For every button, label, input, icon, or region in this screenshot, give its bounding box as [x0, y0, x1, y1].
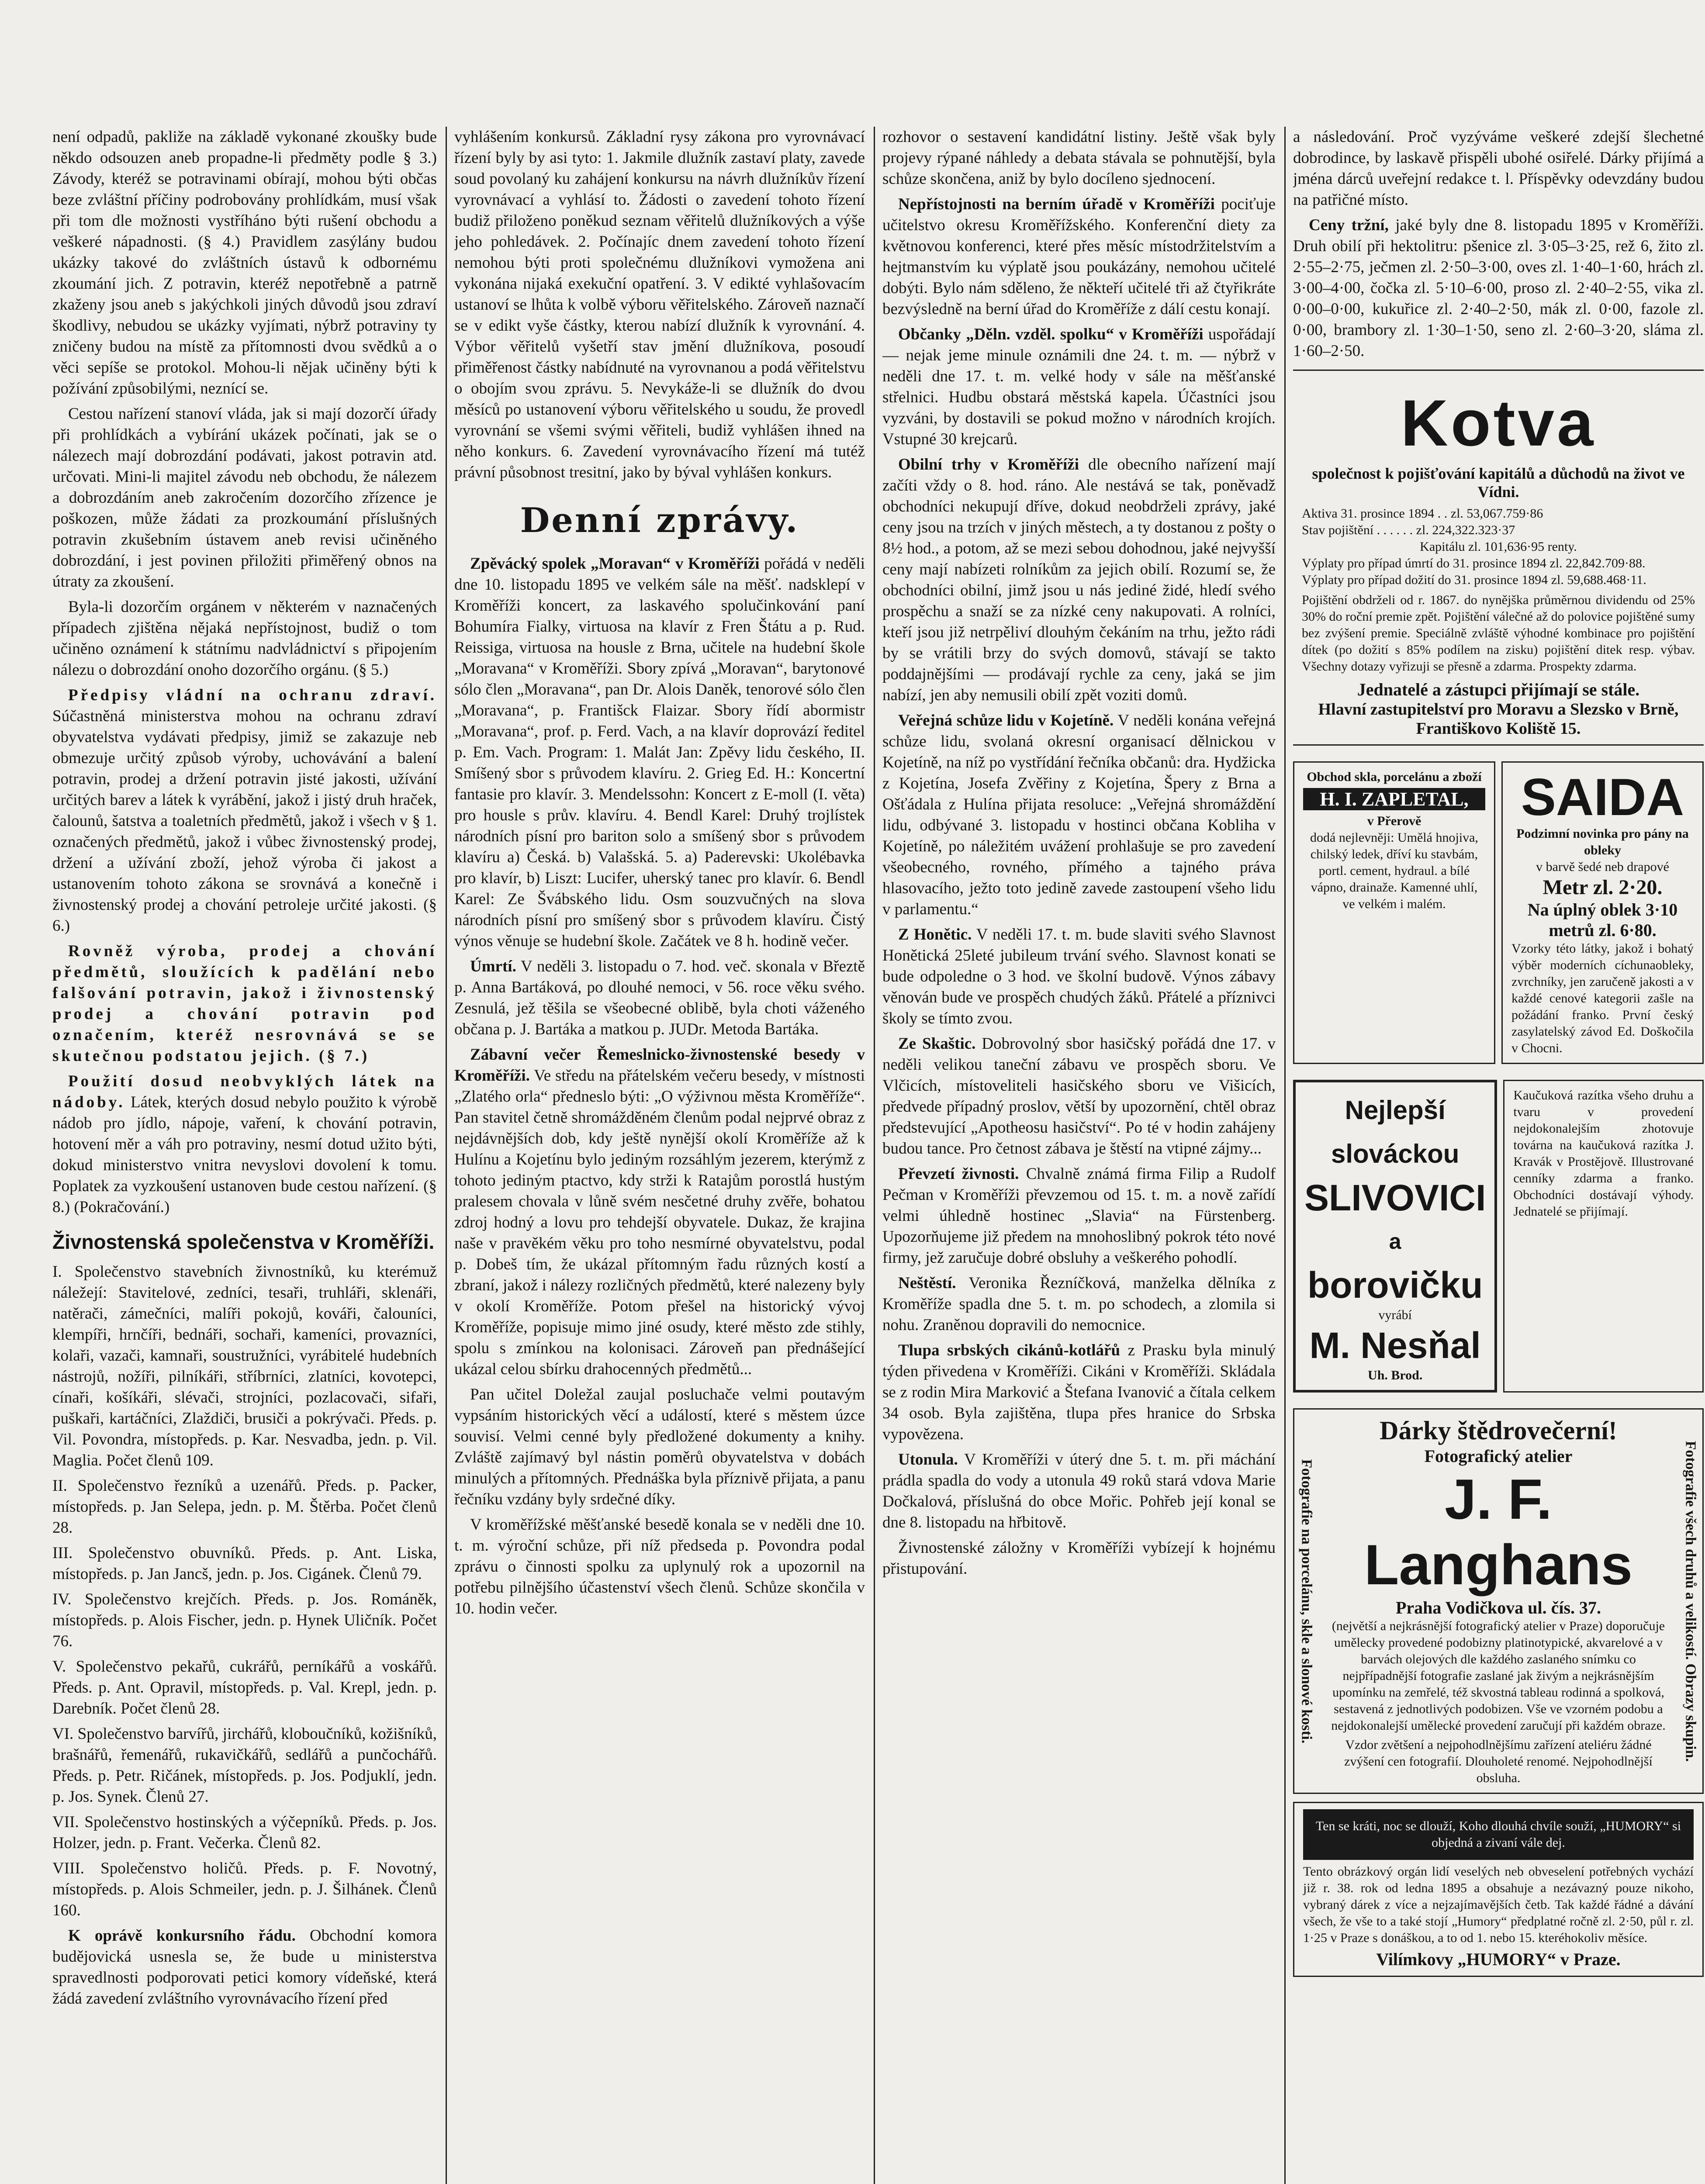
slivovice-city: Uh. Brod.	[1368, 1368, 1423, 1382]
paragraph-heading: Použití dosud neobvyklých látek na nádoby.	[52, 1072, 437, 1111]
news-text: V neděli 3. listopadu o 7. hod. več. skonala v Březtě p. Anna Bartáková, po dlouhé nemoci, v 56. roce věku svého. Zesnulá, jež těšila se všeobecné oblibě, byla choti váženého občana p. J. Bartáka a matkou p. JUDr. Metoda Bartáka.	[454, 957, 865, 1038]
news-heading: Ceny tržní,	[1309, 216, 1389, 234]
column-1	[52, 127, 437, 2184]
zapletal-name: H. I. ZAPLETAL,	[1303, 788, 1485, 810]
column-rule	[874, 127, 875, 2184]
slivovice-line: SLIVOVICI	[1304, 1177, 1486, 1218]
column-2	[454, 127, 865, 2184]
guild-entry: VII. Společenstvo hostinských a výčepníků. Předs. p. Jos. Holzer, jedn. p. Frant. Večerka. Členů 82.	[52, 1813, 437, 1852]
side-text-right	[1678, 1410, 1702, 1793]
langhans-name: J. F. Langhans	[1364, 1467, 1632, 1597]
news-text: V neděli konána veřejná schůze lidu, svolaná okresní organisací dělnickou v Kojetíně, na níž po vystřídání řečníka občanů: dra. Hydžicka z Kojetína, Josefa Zvěřiny z Kojetína, Špery z Brna a Ošťádala z Hulína přijata resoluce: „Veřejná shromáždění lidu, odbývané 3. listopadu v hostinci občana Kobliha v Kojetíně, po náležitém uvážení prohlašuje se pro zavedení všeobecného, rovného, přímého a tajného práva hlasovacího, ježto toto jedině zavede zastoupení všeho lidu v parlamentu.“	[882, 712, 1276, 918]
langhans-body: (největší a nejkrásnější fotografický atelier v Praze) doporučuje umělecky provedené podobizny platinotypické, akvarelové a v barvách olejových dle každého zaslaného snímku co nejpřípadnější fotografie zaslané jak živým a nejkrásnějším upomínku na zemřelé, též skvostná tableau rodinná a spolková, sestavená z jednotlivých podobizen. Vše ve vzorném podobu a nejdokonalejší umělecké provedení zaručují při každém obraze.	[1331, 1619, 1666, 1733]
side-text: Fotografie všech druhů a velikostí. Obrazy skupin.	[1682, 1441, 1698, 1762]
saida-price: Metr zl. 2·20.	[1542, 876, 1663, 899]
column-4-ads	[1293, 127, 1704, 2184]
langhans-ad	[1293, 1408, 1704, 1794]
saida-colors: v barvě šedé neb drapové	[1536, 860, 1669, 874]
news-heading: Tlupa srbských cikánů-kotlářů	[898, 1341, 1121, 1359]
news-text: pociťuje učitelstvo okresu Kroměřížského. Konferenční diety za květnovou konferenci, které přes měsíc místodržitelstvím a hejtmanstvím ku výplatě jsou poukázány, nemohou učitelé dobýti. Bylo nám sděleno, že někteří učitelé tři až čtyřikráte bezvýsledně na berní úřad do Kroměříže z dálí cestu konají.	[882, 195, 1276, 318]
slivovice-line: borovičku	[1307, 1265, 1483, 1306]
kotva-row: Kapitálu zl. 101,636·95 renty.	[1420, 539, 1577, 554]
news-heading: Z Honětic.	[898, 926, 972, 943]
newspaper-page	[52, 127, 1704, 2184]
guild-entry: II. Společenstvo řezníků a uzenářů. Předs. p. Packer, místopředs. p. Jan Selepa, jedn. p. M. Štěrba. Počet členů 28.	[52, 1477, 437, 1537]
slivovice-line: a	[1389, 1229, 1401, 1254]
news-heading: Zábavní večer Řemeslnicko-živnostenské besedy v Kroměříži.	[454, 1046, 865, 1085]
kotva-ad	[1293, 370, 1704, 746]
ad-row	[1293, 1072, 1704, 1400]
kotva-logo: Kotva	[1401, 386, 1596, 460]
column-rule	[1284, 127, 1286, 2184]
zapletal-body: dodá nejlevněji: Umělá hnojiva, chilský ledek, dříví ku stavbám, portl. cement, hydraul. a bílé vápno, drainaže. Kamenné uhlí, ve velkém i malém.	[1310, 830, 1478, 911]
section-heading: Živnostenská společenstva v Kroměříži.	[52, 1230, 435, 1253]
slivovice-maker: M. Nesňal	[1309, 1325, 1481, 1366]
news-text: z Prasku byla minulý týden přivedena v Kroměříži. Cikáni v Kroměříži. Skládala se z rodin Mira Marković a Štefana Ivanović a čítala celkem 34 osob. Byla zajištěna, tlupa přes hranice do Srbska vypovězena.	[882, 1341, 1276, 1443]
kotva-agents: Jednatelé a zástupci přijímají se stále.	[1357, 680, 1640, 699]
ad-row	[1293, 753, 1704, 1072]
langhans-address: Praha Vodičkova ul. čís. 37.	[1395, 1598, 1601, 1617]
guild-entry: V. Společenstvo pekařů, cukrářů, perníkářů a voskářů. Předs. p. Ant. Opravil, místopředs. p. Val. Krepl, jedn. p. Darebník. Počet členů 28.	[52, 1658, 437, 1717]
news-heading: Převzetí živnosti.	[898, 1165, 1019, 1183]
paragraph-heading: Rovněž výroba, prodej a chování předmětů, sloužících k padělání nebo falšování potravin, jakož i živnostenský prodej a chování potravin pod označením, kteréž nesrovnává se se skutečnou podstatou jejich. (§ 7.)	[52, 942, 437, 1065]
column-3	[882, 127, 1276, 2184]
article-text: není odpadů, pakliže na základě vykonané zkoušky bude někdo odsouzen aneb propadne-li předměty podle § 3.) Závody, kteréž se potravinami obírají, mohou býti občas beze zvláštní příčiny podrobovány prohlídkám, musí však při tom dle možnosti vystříháno býti rušení obchodu a veškeré nápadnosti. (§ 4.) Pravidlem zasýlány budou ukázky takové do zvláštních ústavů k odbornému zkoumání jich. Z potravin, kteréž nepotřebně a patrně zkaženy jsou aneb s jakýchkoli jiných důvodů jsou zdraví škodlivy, nebudou se ukázky vyjímati, nýbrž potraviny ty zničeny budou na místě za přítomnosti dvou svědků a o věci sepíše se protokol. Mohou-li nějak učiněny býti k požívání způsobilými, neznící se.	[52, 128, 437, 397]
langhans-headline: Dárky štědrovečerní!	[1380, 1416, 1617, 1445]
news-text: pořádá v neděli dne 10. listopadu 1895 ve velkém sále na měšť. nadsklepí v Kroměříži koncert, za laskavého spolučinkování paní Bohumíra Fialky, virtuosa na klavír z Fren Štátu a p. Rud. Reissiga, virtuosa na housle z Brna, učitele na hudební škole „Moravana“ v Kroměříži. Sbory zpívá „Moravan“, barytonové sólo člen „Moravana“, pan Dr. Alois Daněk, tenorové sólo člen „Moravana“, p. Františck Flaizar. Sbory řídí abormistr „Moravana“, prof. p. Ferd. Vach, a na klavír doprovází ředitel p. Em. Vach. Program: 1. Malát Jan: Zpěvy lidu českého, II. Smíšený sbor s průvodem klavíru. 2. Grieg Ed. H.: Koncertní fantasie pro klavír. 3. Mendelssohn: Koncert z E-moll (I. věta) pro housle s prův. klavíru. 4. Bendl Karel: Druhý trojlístek národních písní pro bariton solo a smíšený sbor s průvodem klavíru a) Česká. b) Valašská. 5. a) Paderevski: Ukolébavka pro klavír, b) Liszt: Lucifer, uherský tanec pro klavír. 6. Bendl Karel: Ze Švábského lidu. Osm souzvučných na slova národních písní pro smíšený sbor s průvodem klavíru. Čistý výnos věnuje se hudební škole. Začátek ve 8 h. hodině večer.	[454, 555, 865, 950]
news-text: Veronika Řezníčková, manželka dělníka z Kroměříže spadla dne 5. t. m. po schodech, a zlomila si nohu. Zraněnou dopravili do nemocnice.	[882, 1274, 1276, 1334]
news-heading: Občanky „Děln. vzděl. spolku“ v Kroměříži	[898, 325, 1204, 343]
zapletal-city: v Přerově	[1367, 814, 1421, 828]
news-heading: Ze Skaštic.	[898, 1035, 976, 1053]
news-text: V Kroměříži v úterý dne 5. t. m. při máchání prádla spadla do vody a utonula 49 roků stará vdova Marie Dočkalová, příslušná do obce Mořic. Pohřeb její konal se dne 8. listopadu na hřbitově.	[882, 1451, 1276, 1531]
saida-ad	[1501, 761, 1704, 1064]
kotva-row: Výplaty pro případ dožití do 31. prosince 1894 zl. 59,688.468·11.	[1302, 573, 1646, 587]
news-text: uspořádají — nejak jeme minule oznámili dne 24. t. m. — nýbrž v neděli dne 17. t. m. velké hody v sále na měšťanské střelnici. Hudbu obstará městská kapela. Účastníci jsou vyzváni, by dostavili se pokud možno v národních krojích. Vstupné 30 krejcarů.	[882, 325, 1276, 448]
section-title: Denní zprávy.	[520, 501, 799, 540]
humory-ad	[1293, 1802, 1704, 1977]
kotva-row: Aktiva 31. prosince 1894 . . zl. 53,067.759·86	[1302, 506, 1543, 521]
razitka-ad	[1503, 1080, 1704, 1393]
continuation-note: (Pokračování.)	[74, 1198, 170, 1216]
column-rule	[446, 127, 447, 2184]
humory-banner: Ten se kráti, noc se dlouží, Koho dlouhá chvíle souží, „HUMORY“ si objedná a zivaní vále dej.	[1303, 1809, 1694, 1860]
news-text: rozhovor o sestavení kandidátní listiny. Ještě však byly projevy rýpané náhledy a debata stávala se pohnutější, byla schůze skončena, aniž by bylo docíleno sjednocení.	[882, 128, 1276, 188]
slivovice-line: Nejlepší	[1345, 1095, 1446, 1125]
news-heading: Neštěstí.	[898, 1274, 956, 1292]
guild-entry: I. Společenstvo stavebních živnostníků, ku kterémuž náležejí: Stavitelové, zedníci, tesaři, truhláři, sklenáři, natěrači, zámečníci, malíři pokojů, kováři, čalouníci, klempíři, hrnčíři, bednáři, sochaři, kameníci, provazníci, kolaři, vazači, kamnaři, soustružníci, vyrábitelé hudebních nástrojů, nožíři, pilníkáři, stříbrníci, zlatníci, kovotepci, cínaři, košíkáři, slévači, strojníci, pozlacovači, sifaři, puškaři, kartáčníci, Zlaždiči, brusiči a pokrývači. Předs. p. Vil. Povondra, místopředs. p. Kar. Nesvadba, jedn. p. Vil. Maglia. Počet členů 109.	[52, 1263, 437, 1469]
kotva-office: Hlavní zastupitelství pro Moravu a Slezsko v Brně, Františkovo Koliště 15.	[1318, 700, 1679, 738]
news-heading: Zpěvácký spolek „Moravan“ v Kroměříži	[470, 555, 760, 573]
kotva-row: Stav pojištění . . . . . . zl. 224,322.323·37	[1302, 523, 1515, 537]
news-heading: Nepřístojnosti na berním úřadě v Kroměříži	[898, 195, 1215, 213]
article-text: Látek, kterých dosud nebylo použito k výrobě nádob pro jídlo, nápoje, vaření, k chování potravin, hotovení měr a váh pro potraviny, nesmí dotud užito býti, dokud ministerstvo vnitra nevyslovi dovolení k tomu. Poplatek za vyzkoušení ustanoven bude cestou nařízení. (§ 8.)	[52, 1093, 437, 1216]
kotva-row: Výplaty pro případ úmrtí do 31. prosince 1894 zl. 22,842.709·88.	[1302, 556, 1646, 570]
saida-subtitle: Podzimní novinka pro pány na obleky	[1516, 826, 1689, 857]
paragraph-heading: Předpisy vládní na ochranu zdraví.	[68, 686, 437, 704]
news-heading: Obilní trhy v Kroměříži	[898, 456, 1079, 473]
news-text: Dobrovolný sbor hasičský pořádá dne 17. v neděli velikou taneční zábavu ve prospěch sboru. Ve Vlčicích, místoveliteli hasičského sboru ve Višicích, předvede případný proslov, větší by upozornění, chtěl obraz předstevující „Apotheosu hasičství“. Po té v hodin zahájeny budou tance. Pro četnost zábava je štěstí na vtipné zájmy...	[882, 1035, 1276, 1158]
news-text: a následování. Proč vyzýváme veškeré zdejší šlechetné dobrodince, by laskavě přispěli ubohé osiřelé. Dárky přijímá a jména dárců uveřejní redakce t. l. Příspěvky odevzdány budou na patřičné místo.	[1293, 128, 1704, 209]
news-text: dle obecního nařízení mají začíti vždy o 8. hod. ráno. Ale nestává se tak, poněvadž obchodníci nekupují dříve, dokud neobdrželi zprávy, jaké ceny jsou na trzích v jiných městech, a ty dostanou z pošty o 8½ hod., a potom, až se mezi sebou dohodnou, jaké nejvyšší ceny mají nabízeti rolníkům za jejich obilí. Rozumí se, že obchodníci obilní, jimž jsou u nás jediné židé, hledí svého prospěchu a snaží se za nízké ceny nakupovati. A rolníci, kteří jsou již netrpěliví dlouhým čekáním na trhu, ježto rádi by se vrátili brzy do svých domovů, stávají se takto poddajnějšími — prodávají rychle za ceny, jaká se jim nabízí, jen aby nemusili obilí zpět voziti domů.	[882, 456, 1276, 704]
news-text: Ve středu na přátelském večeru besedy, v místnosti „Zlatého orla“ předneslo býti: „O výživnou města Kroměříže“. Pan stavitel četně shromážděném členům podal nejprvé obraz z nejdávnějších dob, kdy ještě nynější okolí Kroměříže až k Hulínu a Kojetínu bylo jediným rozsáhlým jezerem, kterýmž z tohoto jediným ptactvo, kdy strži k Ratajům porostlá hustým pralesem chovala v lůně svém nesčetné druhy zvěře, bohatou zdroj hodný a lovu pro tehdejší obyvatele. Dukaz, že krajina naše v pravěkém věku pro toho nesmírné obyvatelstvu, podal p. Dobeš tím, že ukázal přítomným řadu různých kostí a zbraní, jakož i nálezy rozličných předmětů, které nalezeny byly v okolí Kroměříže. Potom přešel na historický vývoj Kroměříže, popisuje mimo jiné osudy, které město zde stihly, spolu s zmínkou na kolonisaci. Zároveň pan přednášející ukázal celou sbírku drahocenných předmětů...	[454, 1067, 865, 1378]
slivovice-line: vyrábí	[1378, 1308, 1412, 1322]
saida-body: Vzorky této látky, jakož i bohatý výběr moderních cíchunaobleky, zvrchníky, jen zaručeně jakosti a v každé cenové kategorii zašle na požádání franko. První český zasylatelský závod Ed. Doškočila v Chocni.	[1511, 941, 1694, 1055]
article-text: Obchodní komora budějovická usnesla se, že bude u ministerstva spravedlnosti podporovati petici komory vídeňské, která žádá zavedení zvláštního vyrovnávacího řízení před	[52, 1927, 437, 2008]
humory-publisher: Vilímkovy „HUMORY“ v Praze.	[1376, 1949, 1621, 1969]
news-text: Chvalně známá firma Filip a Rudolf Pečman v Kroměříži převzemou od 15. t. m. a nově zařídí velmi úhledně hostinec „Slavia“ na Fürstenberg. Upozorňujeme již předem na mnohoslibný pokrok této nové firmy, jež zaručuje dobré obsluhy a veškerého pohodlí.	[882, 1165, 1276, 1267]
news-heading: Veřejná schůze lidu v Kojetíně.	[898, 712, 1114, 729]
zapletal-ad	[1293, 761, 1495, 1064]
article-text: Cestou nařízení stanoví vláda, jak si mají dozorčí úřady při prohlídkách a vybírání ukázek počínati, jak se o nálezech mají dobrozdání podávati, jakost potravin atd. určovati. Mini-li majitel závodu neb obchodu, že nálezem a dobrozdáním aneb zakročením dozorčího zřízence je poškozen, může žádati za prozkoumání příslušných potravin zkušebním ústavem aneb revisi učiněného dobrozdání, i jest povinen přiložiti přiměřený obnos na útraty za zkoušení.	[52, 405, 437, 591]
kotva-subtitle: společnost k pojišťování kapitálů a důchodů na život ve Vídni.	[1312, 465, 1685, 501]
guild-entry: IV. Společenstvo krejčích. Předs. p. Jos. Románěk, místopředs. p. Alois Fischer, jedn. p. Hynek Uličník. Počet 76.	[52, 1590, 437, 1650]
news-text: V kroměřížské měšťanské besedě konala se v neděli dne 10. t. m. výroční schůze, při níž předseda p. Povondra podal zprávu o činnosti spolku za uplynulý rok a upozornil na potřebu pilnějšího účastenství všech členů. Schůze skončila v 10. hodin večer.	[454, 1516, 865, 1617]
guild-entry: VIII. Společenstvo holičů. Předs. p. F. Novotný, místopředs. p. Alois Schmeiler, jedn. p. J. Šilhánek. Členů 160.	[52, 1859, 437, 1919]
market-prices: jaké byly dne 8. listopadu 1895 v Kroměříži. Druh obilí při hektolitru: pšenice zl. 3·05–3·25, rež 6, žito zl. 2·55–2·75, ječmen zl. 2·50–3·00, oves zl. 1·40–1·60, hrách zl. 3·00–4·00, čočka zl. 5·10–6·00, proso zl. 2·40–2·55, vika zl. 0·00–0·00, kukuřice zl. 2·40–2·50, mák zl. 0·00, fazole zl. 0·00, brambory zl. 1·30–1·50, seno zl. 2·60–3·20, sláma zl. 1·60–2·50.	[1293, 216, 1704, 360]
news-text: V neděli 17. t. m. bude slaviti svého Slavnost Honětická 25leté jubileum trvání svého. Slavnost konati se bude odpoledne o 3 hod. ve školní budově. Výnos zábavy věnován bude ve prospěch chudých žáků. Přátelé a příznivci školy se tímto zvou.	[882, 926, 1276, 1027]
humory-body: Tento obrázkový orgán lidí veselých neb obveselení potřebných vychází již r. 38. rok od ledna 1895 a obsahuje a nezávazný pouze nikoho, vybraný dárek z více a nejzajímavějších četb. Tak každé řádné a dávání všech, že vše to a také stojí „Humory“ předplatné ročně zl. 2·50, půl r. zl. 1·25 v Praze s donáškou, a to od 1. nebo 15. kteréhokoliv měsíce.	[1303, 1864, 1694, 1945]
saida-logo: SAIDA	[1521, 768, 1684, 826]
article-text: vyhlášením konkursů. Základní rysy zákona pro vyrovnávací řízení byly by asi tyto: 1. Jakmile dlužník zastaví platy, zavede soud povolaný ku zahájení konkursu na návrh dlužníkův řízení vyrovnávací a vyhlásí to. Žádosti o zavedení tohoto řízení budiž přiloženo poněkud seznam věřitelů dlužníkových a výše jeho pohledávek. 2. Počínajíc dnem zavedení tohoto řízení nemohou býti proti společnému dlužníkovi vymožena ani vykonána nijaká exekuční opatření. 3. V edikté vyhlašovacím ustanoví se lhůta k volbě výboru věřitelského. Zároveň naznačí se v edikt vyše částky, kterou nabízí dlužník k vyrovnání. 4. Výbor věřitelů vyšetří stav jmění dlužníkova, posoudí přiměřenost částky nabídnuté na vyrovnanou a podá věřitelstvu o obojím svou zprávu. 5. Nevykáže-li se dlužník do dvou měsíců po ustanovení výboru věřitelského u soudu, že provedl vyrovnání se všemi svými věřiteli, budiž vyhlášen ihned na něho konkurs. 6. Zavedení vyrovnávacího řízení má tutéž právní působnost tresitní, jako by býval vyhlášen konkurs.	[454, 128, 865, 481]
news-heading: Utonula.	[898, 1451, 958, 1469]
kotva-text: Pojištění obdrželi od r. 1867. do nynějška průměrnou dividendu od 25% 30% do roční premie zpět. Pojištění válečné až do polovice pojištěné sumy bez zvýšení premie. Speciálně zvláště výhodné kombinace pro pojištění dítek (po dožití s 85% podílem na zisku) pojištění ditek resp. výbav. Všechny dotazy vyřizuji se přesně a zdarma. Prospekty zdarma.	[1302, 593, 1695, 674]
side-text-left	[1294, 1410, 1319, 1793]
zapletal-heading: Obchod skla, porcelánu a zboží	[1307, 770, 1482, 784]
langhans-tail: Vzdor zvětšení a nejpohodlnějšímu zařízení ateliéru žádné zvýšení cen fotografií. Dlouholeté renomé. Nejpohodlnější obsluha.	[1344, 1738, 1653, 1785]
razitka-text: Kaučuková razítka všeho druhu a tvaru v provedení nejdokonalejším zhotovuje továrna na kaučuková razítka J. Kravák v Prostějově. Illustrované cenníky zdarma a franko. Obchodníci dostávají výhody. Jednatelé se přijímají.	[1513, 1088, 1694, 1219]
news-text: Pan učitel Doležal zaujal posluchače velmi poutavým vypsáním historických věcí a událostí, které s městem úzce souvisí. Velmi cenné byly předložené dokumenty a knihy. Zvláště zajímavý byl nástin poměrů obyvatelstva v dobách minulých a přítomných. Přednáška byla příznivě přijata, a panu řečníku vzdány byly srdečné díky.	[454, 1386, 865, 1508]
langhans-heading: Fotografický atelier	[1424, 1446, 1573, 1466]
guild-entry: III. Společenstvo obuvníků. Předs. p. Ant. Liska, místopředs. p. Jan Jancš, jedn. p. Jos. Cigánek. Členů 79.	[52, 1544, 437, 1583]
news-heading: Úmrtí.	[470, 957, 516, 975]
saida-price: Na úplný oblek 3·10 metrů zl. 6·80.	[1527, 900, 1678, 940]
paragraph-heading: K oprávě konkursního řádu.	[68, 1927, 296, 1945]
slivovice-ad	[1293, 1080, 1497, 1393]
slivovice-line: slováckou	[1331, 1139, 1459, 1168]
article-text: Súčastněná ministerstva mohou na ochranu zdraví obyvatelstva vydávati předpisy, jimiž se zakazuje neb obmezuje určitý způsob výroby, uchovávání a balení potravin, prodej a držení potravin jisté jakosti, užívání určitých barev a látek k vyrábění, jakož i jistý druh hraček, čalounů, šatstva a toaletních předmětů, jakož i všech v § 1. označených předmětů, jakož i vůbec živnostenský prodej, držení a užívání zboží, jehož výroba či jakost a ustanovením tohoto zákona se srovnává a konečně i živnostenský prodej a chování petroleje určité jakosti. (§ 6.)	[52, 707, 437, 935]
side-text: Fotografie na porcelánu, skle a slonové kosti.	[1299, 1458, 1315, 1744]
news-text: Živnostenské záložny v Kroměříži vybízejí k hojnému přistupování.	[882, 1539, 1276, 1578]
guild-entry: VI. Společenstvo barvířů, jirchářů, kloboučníků, kožišníků, brašnářů, řemenářů, rukavičkářů, sedlářů a punčochářů. Předs. p. Petr. Ričánek, místopředs. p. Jos. Podjuklí, jedn. p. Jos. Synek. Členů 27.	[52, 1725, 437, 1806]
article-text: Byla-li dozorčím orgánem v některém v naznačených případech zjištěna nějaká nepřístojnost, budiž o tom učiněno oznámení k státnímu nadvládnictví s připojením nálezu o dobrozdání onoho dozorčího orgánu. (§ 5.)	[52, 598, 437, 679]
